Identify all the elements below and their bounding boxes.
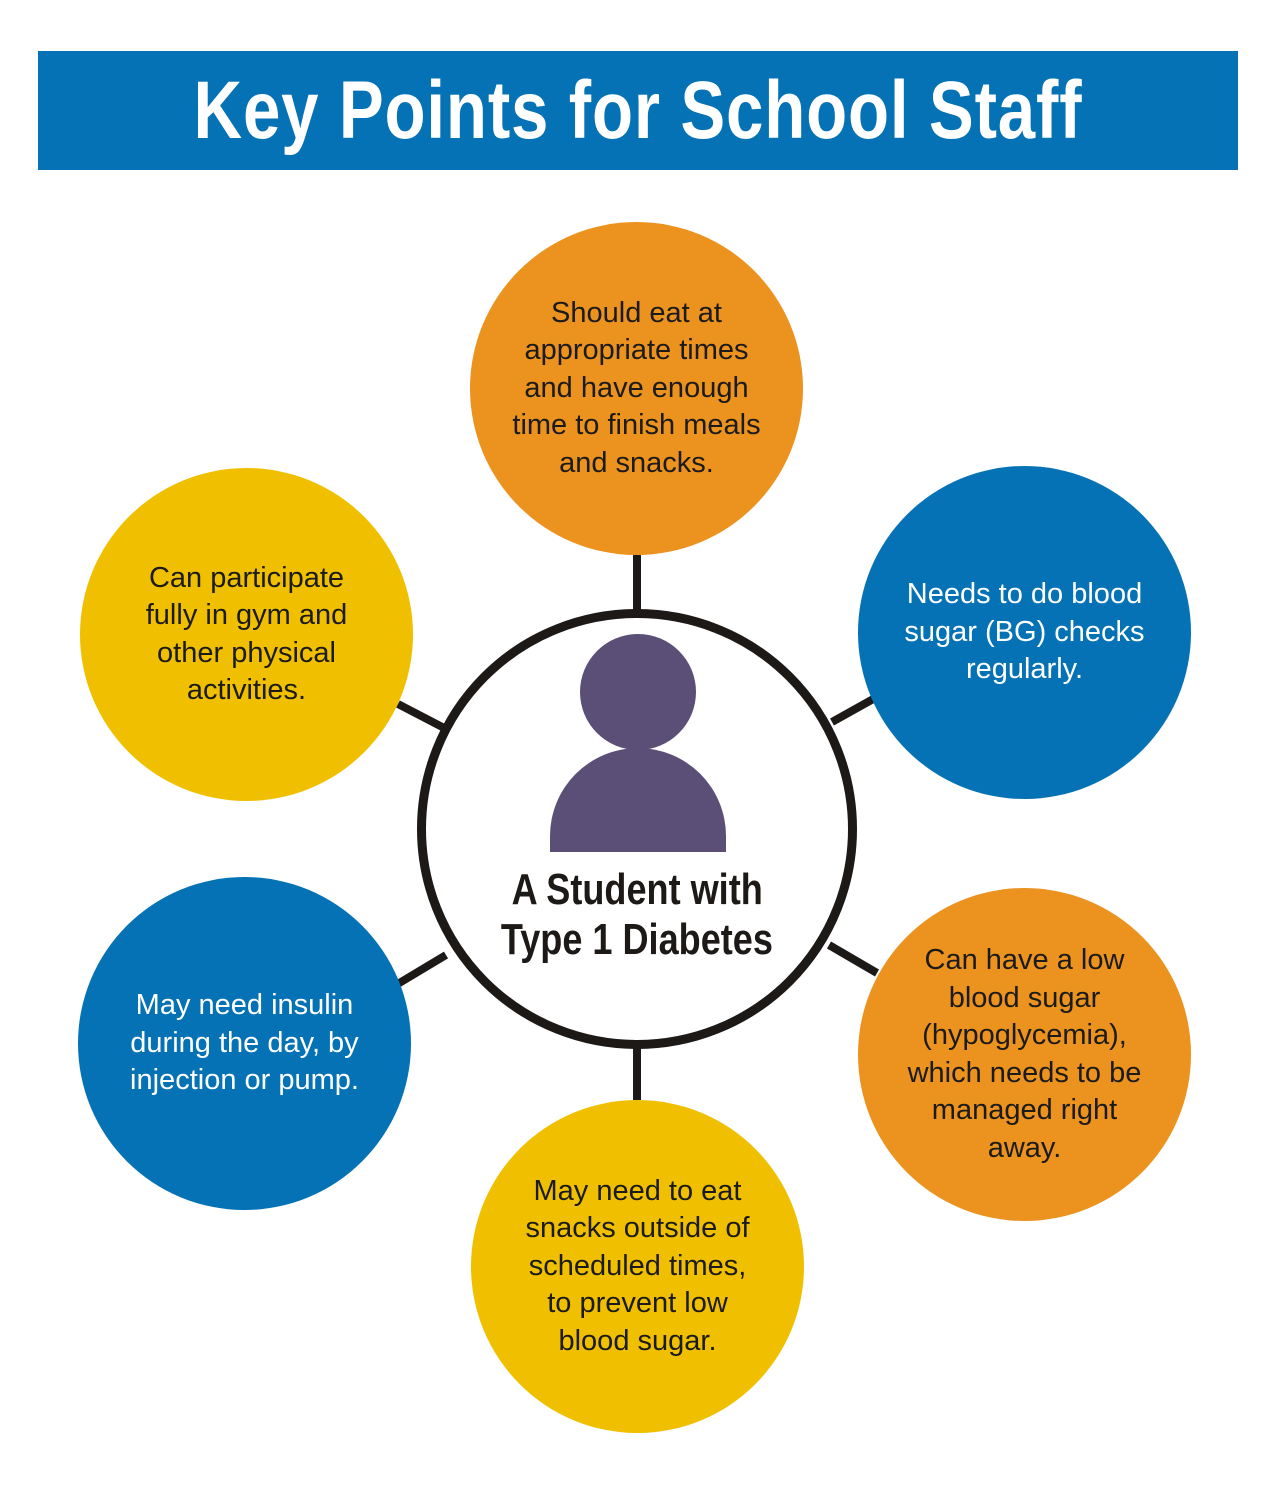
point-low-blood-sugar (858, 888, 1191, 1221)
point-text: Can have a low blood sugar (hypoglycemia), which needs to be managed right away. (907, 944, 1142, 1164)
connector-upper-left (398, 704, 448, 730)
page-title: Key Points for School Staff (193, 64, 1083, 156)
point-text: May need insulin during the day, by injection or pump. (130, 989, 359, 1097)
point-text: May need to eat snacks outside of scheduled times, to prevent low blood sugar. (525, 1174, 750, 1357)
point-insulin (78, 877, 411, 1210)
point-text: Needs to do blood sugar (BG) checks regularly. (904, 578, 1145, 686)
point-physical-activity (80, 468, 413, 801)
connector-upper-right (832, 698, 875, 722)
point-text: Can participate fully in gym and other physical activities. (145, 561, 348, 706)
point-blood-sugar-checks (858, 466, 1191, 799)
center-label (417, 865, 857, 965)
student-person-icon (548, 634, 728, 852)
center-label-line1: A Student with (511, 865, 763, 914)
point-eat-on-time (470, 222, 803, 555)
point-text: Should eat at appropriate times and have enough time to finish meals and snacks. (512, 296, 761, 479)
point-extra-snacks (471, 1100, 804, 1433)
center-label-line2: Type 1 Diabetes (500, 915, 774, 964)
